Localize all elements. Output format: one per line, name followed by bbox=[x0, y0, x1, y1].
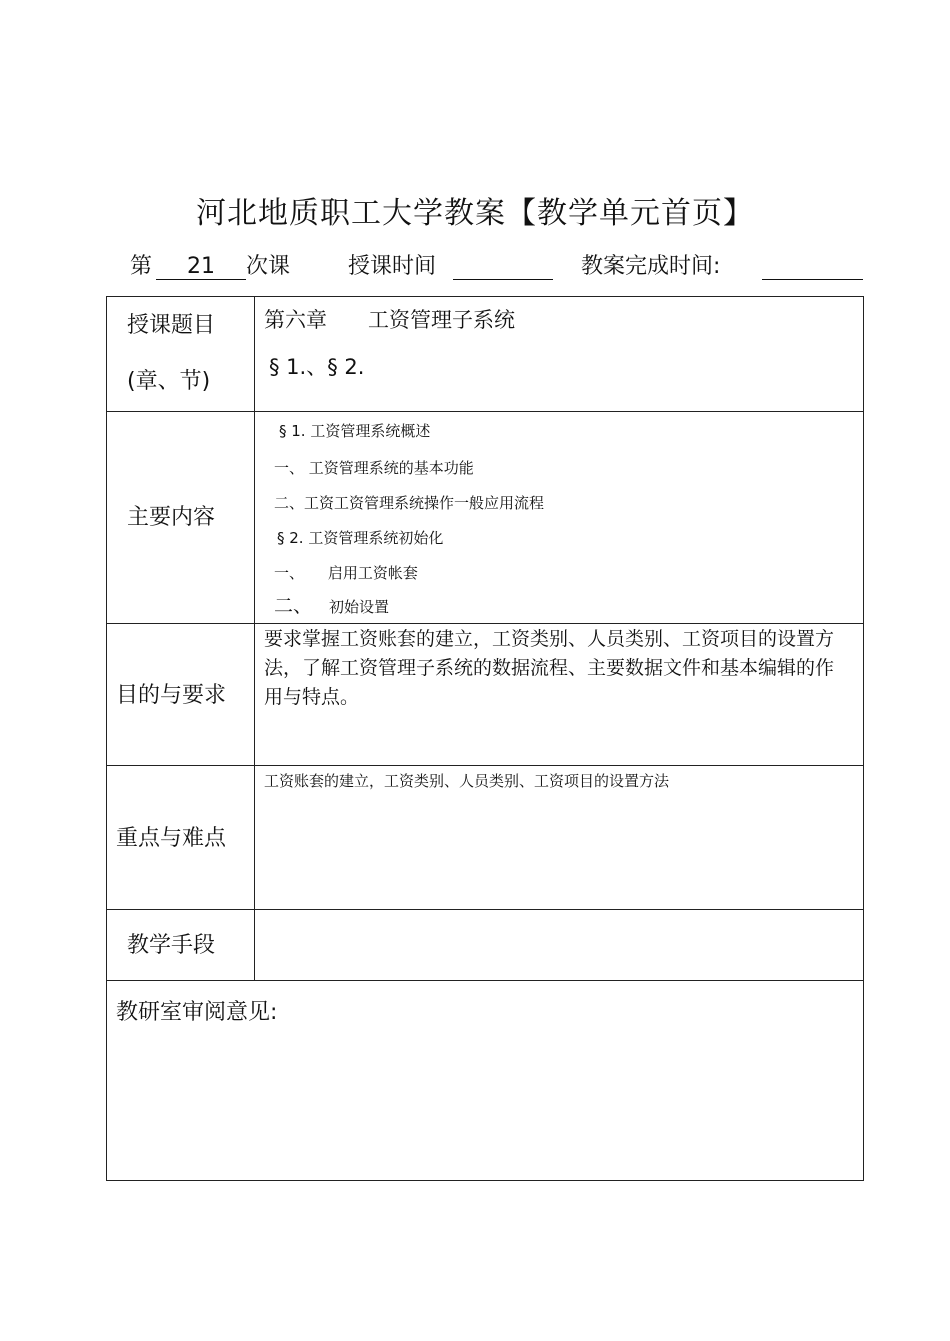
content-item: 二、工资工资管理系统操作一般应用流程 bbox=[274, 494, 545, 512]
content-item: 一、 工资管理系统的基本功能 bbox=[274, 459, 474, 477]
review-label: 教研室审阅意见: bbox=[116, 1000, 278, 1025]
objectives-label: 目的与要求 bbox=[116, 683, 227, 708]
ci-ke-label: 次课 bbox=[246, 254, 291, 279]
lesson-plan-table bbox=[106, 296, 864, 1181]
row-divider bbox=[107, 411, 863, 412]
methods-label: 教学手段 bbox=[127, 933, 216, 958]
column-divider bbox=[254, 297, 255, 981]
content-item: § 1. 工资管理系统概述 bbox=[279, 422, 431, 440]
row-divider bbox=[107, 765, 863, 766]
chapter-title: 工资管理子系统 bbox=[368, 308, 515, 332]
row-divider bbox=[107, 980, 863, 981]
completion-time-field[interactable] bbox=[762, 279, 863, 280]
content-item-text: 初始设置 bbox=[329, 598, 390, 616]
topic-label-line2: (章、节) bbox=[127, 369, 211, 394]
di-label: 第 bbox=[130, 254, 153, 279]
lesson-number: 21 bbox=[187, 254, 215, 279]
section-numbers: § 1.、§ 2. bbox=[269, 355, 365, 379]
row-divider bbox=[107, 909, 863, 910]
key-points-label: 重点与难点 bbox=[116, 826, 227, 851]
topic-label-line1: 授课题目 bbox=[127, 313, 216, 338]
lesson-number-underline bbox=[156, 279, 246, 280]
document-title: 河北地质职工大学教案【教学单元首页】 bbox=[196, 196, 754, 231]
row-divider bbox=[107, 623, 863, 624]
content-item: 二、 bbox=[274, 595, 313, 617]
objectives-text: 要求掌握工资账套的建立，工资类别、人员类别、工资项目的设置方法，了解工资管理子系统的数据流程、主要数据文件和基本编辑的作用与特点。 bbox=[264, 628, 835, 708]
chapter-number: 第六章 bbox=[264, 308, 327, 332]
teaching-time-label: 授课时间 bbox=[348, 254, 437, 279]
content-item: 一、 启用工资帐套 bbox=[274, 564, 418, 582]
content-item: § 2. 工资管理系统初始化 bbox=[277, 529, 444, 547]
main-content-label: 主要内容 bbox=[127, 505, 216, 530]
completion-time-label: 教案完成时间: bbox=[581, 254, 721, 279]
key-points-text: 工资账套的建立，工资类别、人员类别、工资项目的设置方法 bbox=[264, 772, 670, 790]
teaching-time-field[interactable] bbox=[453, 279, 553, 280]
